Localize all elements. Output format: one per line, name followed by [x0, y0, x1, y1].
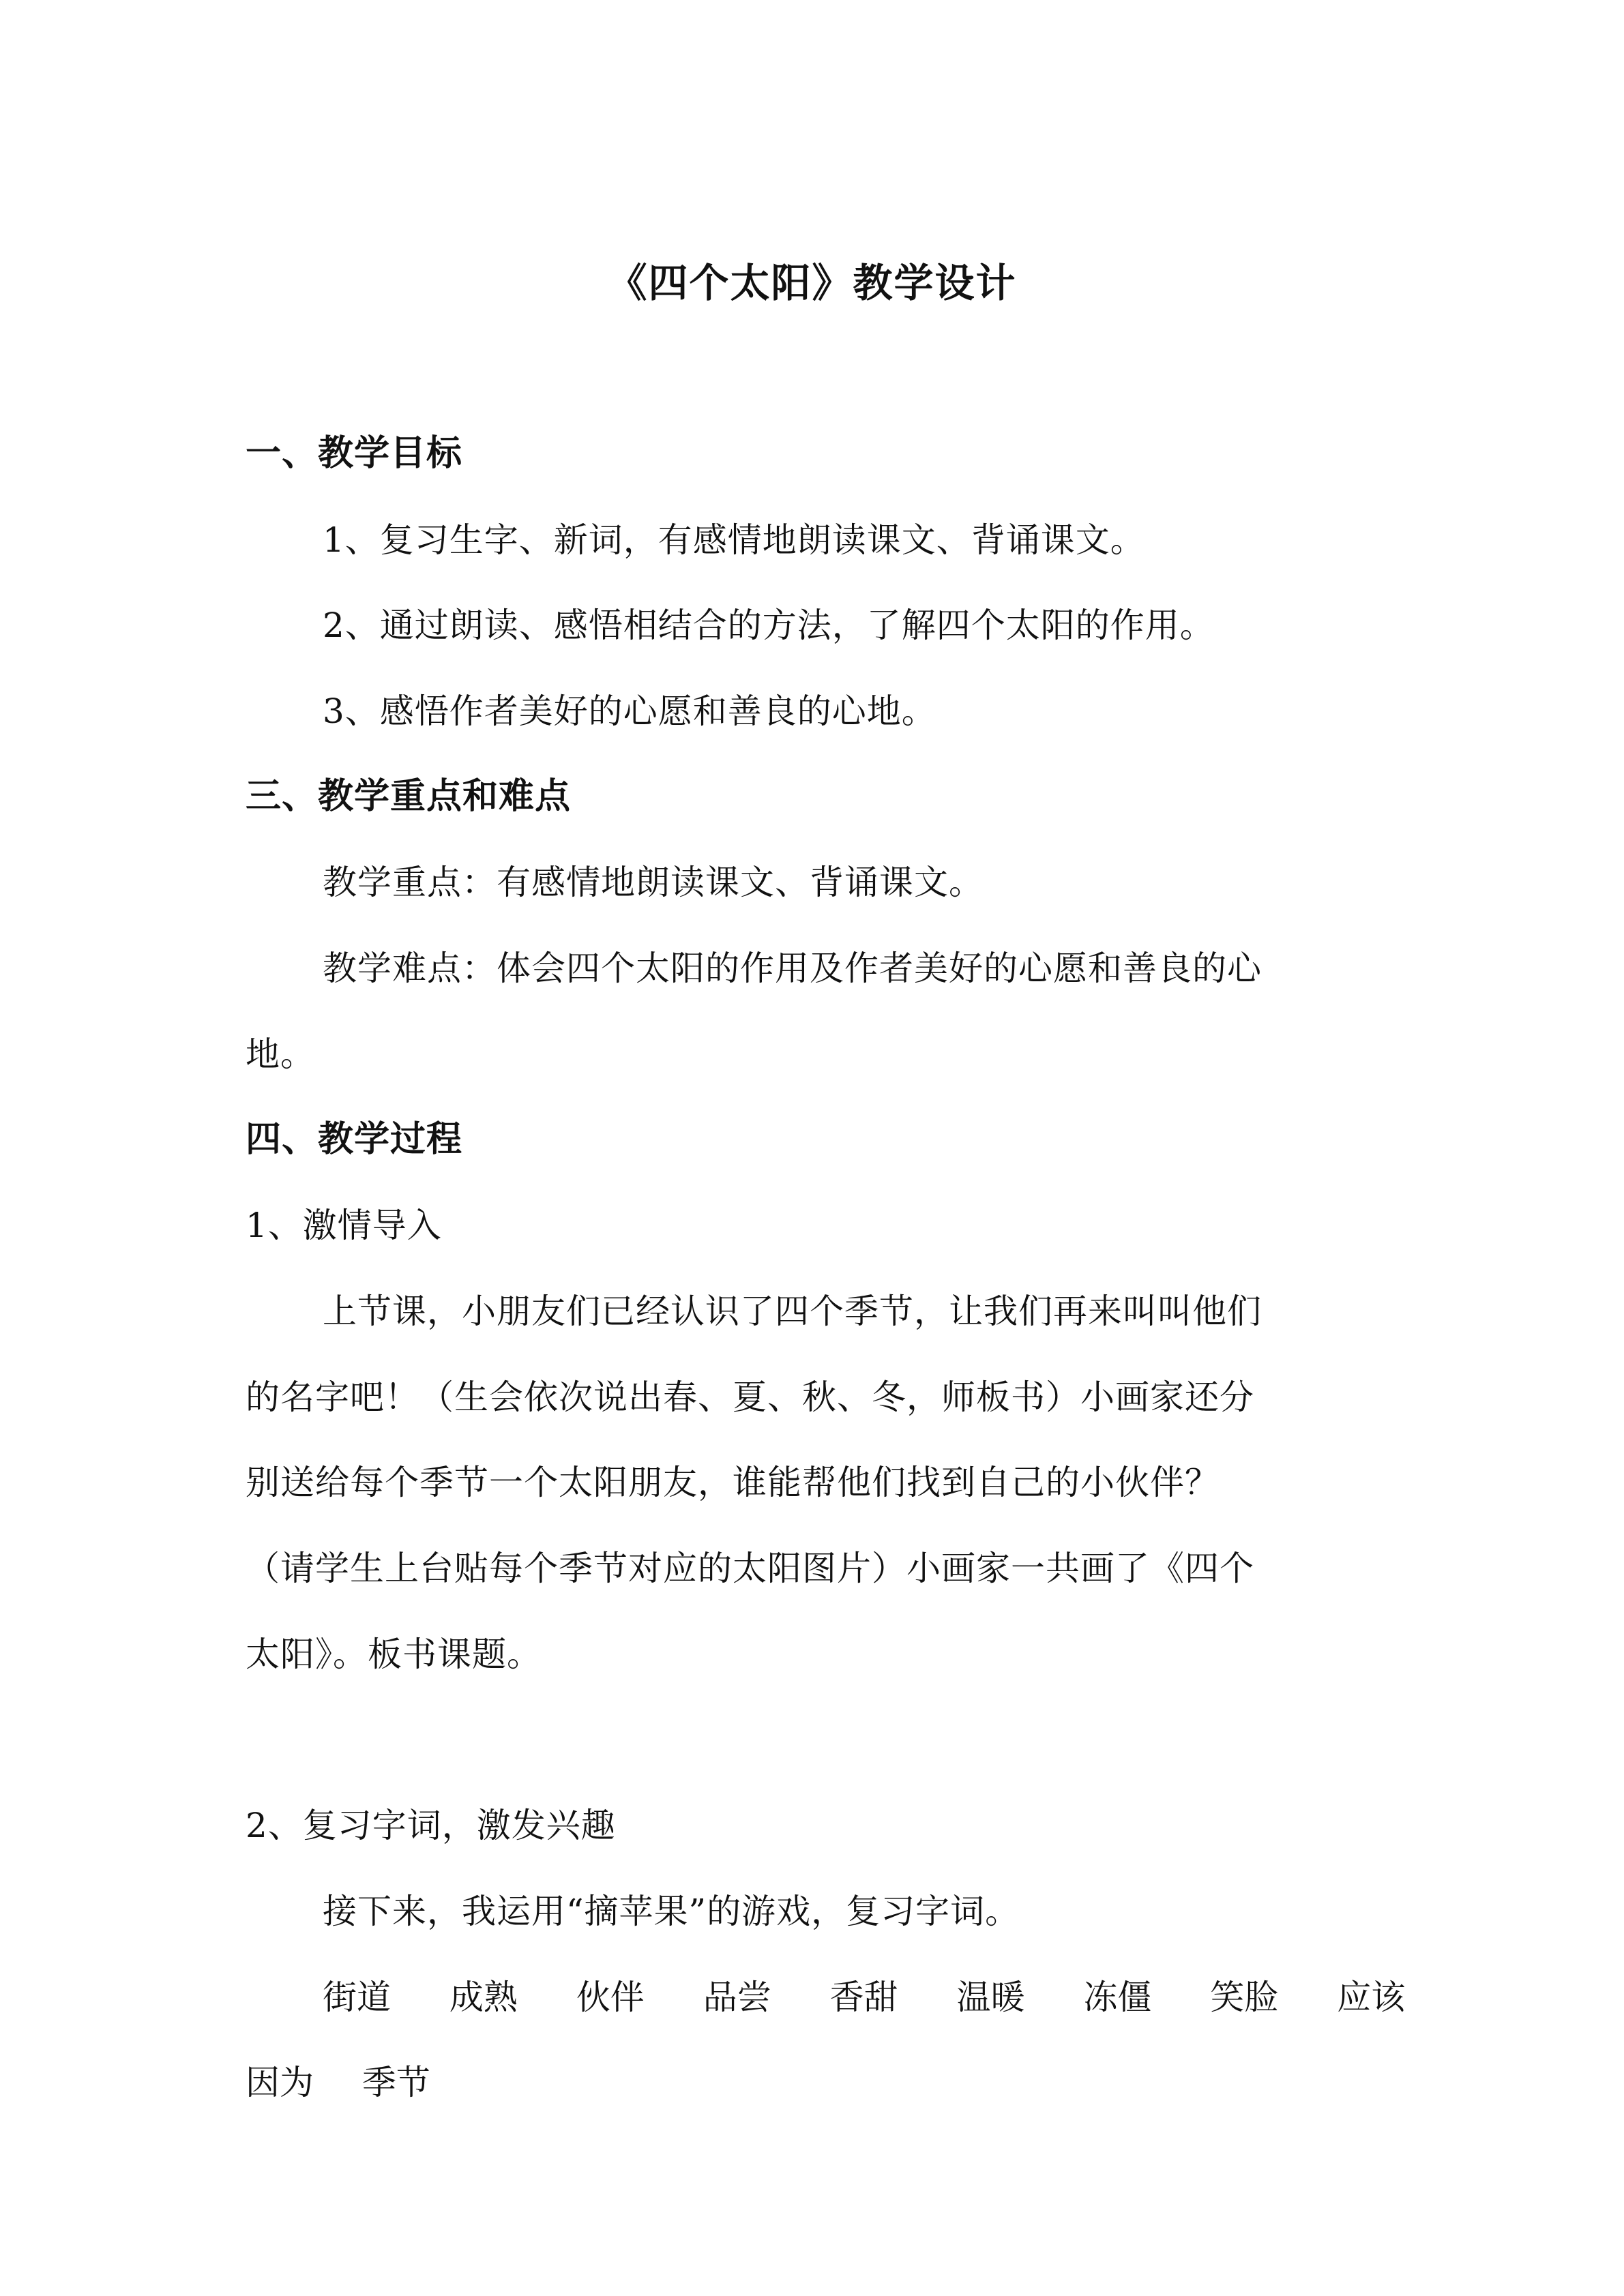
- section-heading-focus: 三、教学重点和难点: [246, 776, 572, 817]
- word-item: 成熟: [449, 1978, 518, 2017]
- word-item: 笑脸: [1210, 1978, 1279, 2017]
- step1-title: 1、激情导入: [246, 1206, 442, 1245]
- word-item: 温暖: [956, 1978, 1025, 2017]
- word-item: 应该: [1337, 1978, 1406, 2017]
- difficulty-line-1: 教学难点：体会四个太阳的作用及作者美好的心愿和善良的心: [323, 949, 1262, 988]
- section-heading-process: 四、教学过程: [246, 1119, 463, 1160]
- section-heading-goals: 一、教学目标: [246, 433, 463, 474]
- step1-paragraph-line-3: 别送给每个季节一个太阳朋友，谁能帮他们找到自己的小伙伴？: [246, 1463, 1220, 1502]
- step1-paragraph-line-4: （请学生上台贴每个季节对应的太阳图片）小画家一共画了《四个: [246, 1549, 1254, 1588]
- word-item: 因为: [246, 2063, 314, 2102]
- word-item: 街道: [323, 1978, 391, 2017]
- word-item: 伙伴: [576, 1978, 645, 2017]
- step1-paragraph-line-1: 上节课，小朋友们已经认识了四个季节，让我们再来叫叫他们: [323, 1292, 1262, 1331]
- goal-item-1: 1、复习生字、新词，有感情地朗读课文、背诵课文。: [323, 520, 1145, 560]
- step2-title: 2、复习字词，激发兴趣: [246, 1806, 616, 1845]
- key-point: 教学重点：有感情地朗读课文、背诵课文。: [323, 863, 984, 902]
- goal-item-3: 3、感悟作者美好的心愿和善良的心地。: [323, 691, 936, 731]
- word-list-row-2: [246, 2055, 430, 2110]
- word-item: 香甜: [829, 1978, 898, 2017]
- step1-paragraph-line-5: 太阳》。板书课题。: [246, 1635, 542, 1674]
- goal-item-2: 2、通过朗读、感悟相结合的方法，了解四个太阳的作用。: [323, 606, 1215, 645]
- word-list-row-1: [323, 1970, 1405, 2025]
- step1-paragraph-line-2: 的名字吧！（生会依次说出春、夏、秋、冬，师板书）小画家还分: [246, 1377, 1254, 1417]
- difficulty-line-2: 地。: [246, 1034, 315, 1074]
- word-item: 品尝: [703, 1978, 771, 2017]
- document-title: 《四个太阳》教学设计: [607, 260, 1017, 306]
- word-item: 季节: [361, 2063, 430, 2102]
- step2-intro: 接下来，我运用“摘苹果”的游戏，复习字词。: [323, 1892, 1020, 1931]
- word-item: 冻僵: [1083, 1978, 1152, 2017]
